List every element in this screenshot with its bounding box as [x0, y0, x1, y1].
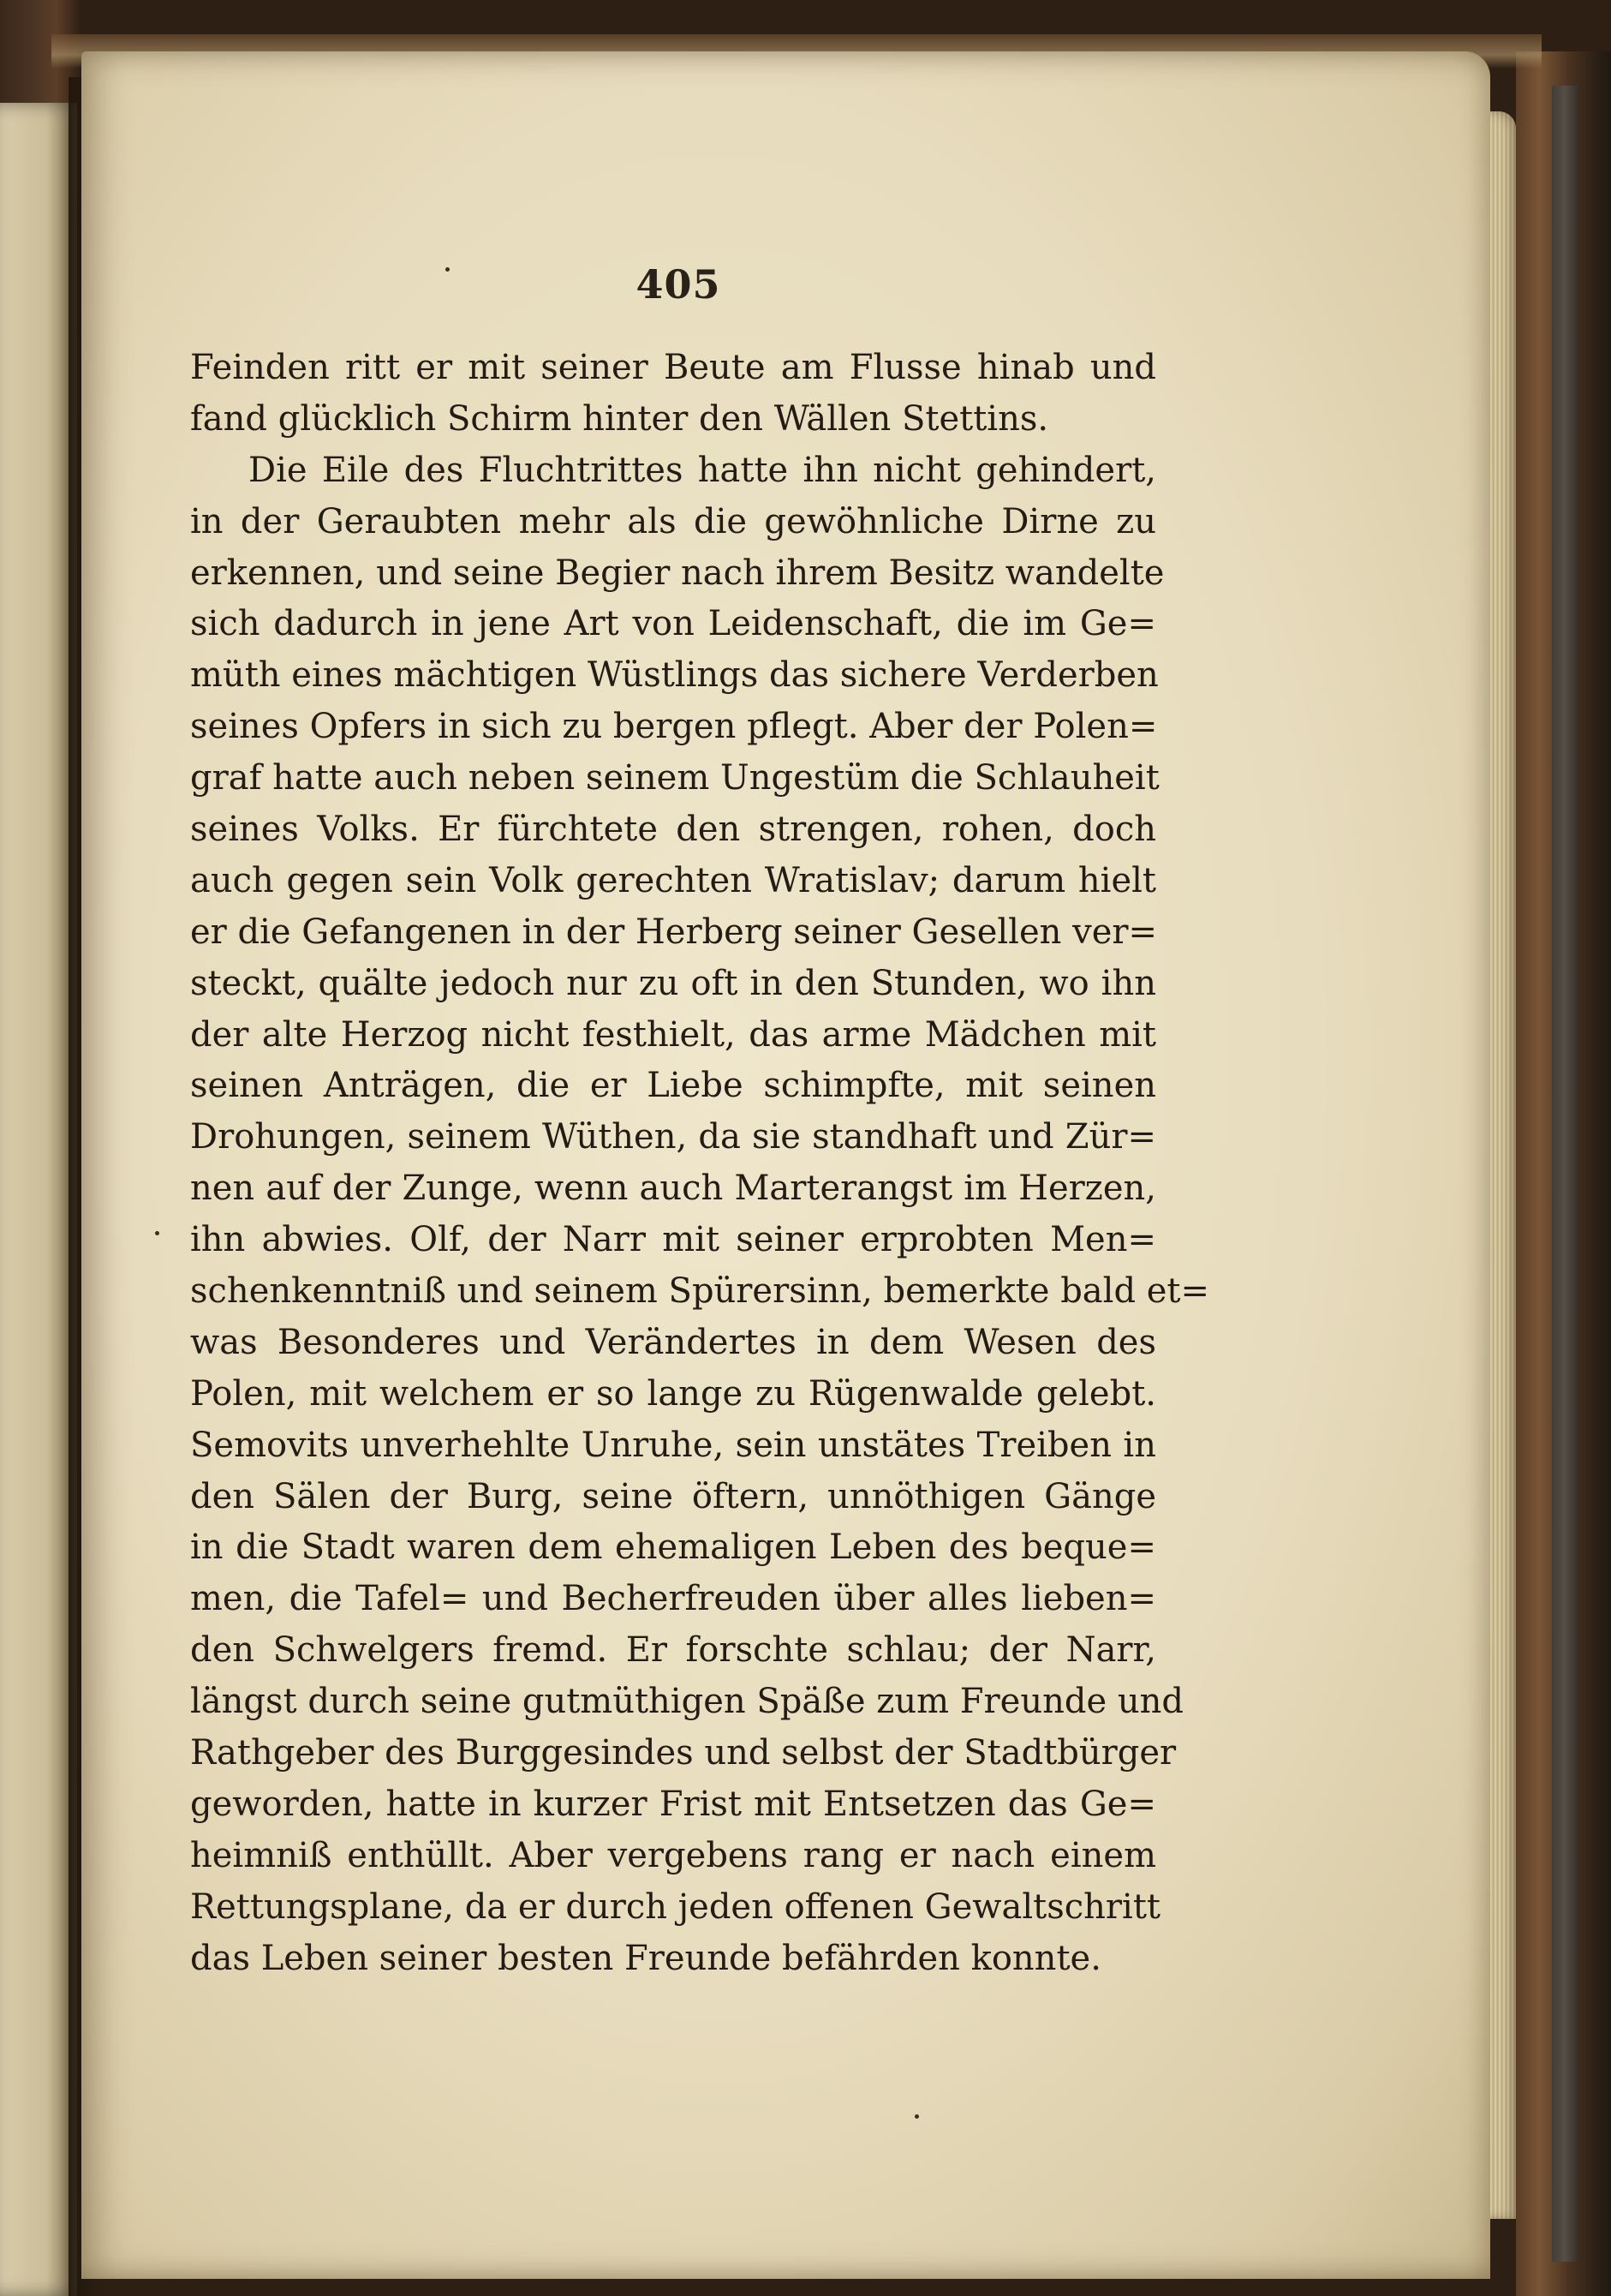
- text-line: steckt, quälte jedoch nur zu oft in den Stunden, wo ihn: [190, 963, 1156, 1003]
- ink-speck: [445, 267, 450, 272]
- text-line: er die Gefangenen in der Herberg seiner Gesellen ver=: [190, 912, 1158, 952]
- text-line: fand glücklich Schirm hinter den Wällen Stettins.: [190, 398, 1049, 439]
- text-line: in die Stadt waren dem ehemaligen Leben des beque=: [190, 1528, 1156, 1568]
- text-line: schenkenntniß und seinem Spürersinn, bemerkte bald et=: [190, 1271, 1210, 1312]
- text-line: Drohungen, seinem Wüthen, da sie standhaft und Zür=: [190, 1117, 1156, 1157]
- previous-page-edge: [0, 103, 77, 2296]
- text-line: den Schwelgers fremd. Er forschte schlau; der Narr,: [190, 1630, 1156, 1671]
- cover-spine-strip: [1552, 86, 1578, 2262]
- text-line: Feinden ritt er mit seiner Beute am Flusse hinab und: [190, 348, 1156, 387]
- text-line: Rathgeber des Burggesindes und selbst der Stadtbürger: [190, 1733, 1177, 1773]
- ink-speck: [155, 1231, 159, 1235]
- text-line: Semovits unverhehlte Unruhe, sein unstätes Treiben in: [190, 1425, 1156, 1465]
- text-line: das Leben seiner besten Freunde befährden konnte.: [190, 1938, 1101, 1978]
- text-line: erkennen, und seine Begier nach ihrem Besitz wandelte: [190, 553, 1165, 593]
- page-number: 405: [635, 261, 721, 308]
- text-line: auch gegen sein Volk gerechten Wratislav; darum hielt: [190, 860, 1156, 900]
- text-line: der alte Herzog nicht festhielt, das arme Mädchen mit: [190, 1014, 1156, 1055]
- text-line: men, die Tafel= und Becherfreuden über alles lieben=: [190, 1579, 1156, 1619]
- text-line: graf hatte auch neben seinem Ungestüm die Schlauheit: [190, 758, 1160, 798]
- text-line: Rettungsplane, da er durch jeden offenen Gewaltschritt: [190, 1886, 1161, 1927]
- text-line: seinen Anträgen, die er Liebe schimpfte, mit seinen: [190, 1066, 1156, 1106]
- text-line: längst durch seine gutmüthigen Späße zum Freunde und: [190, 1682, 1184, 1722]
- ink-speck: [915, 2114, 919, 2119]
- text-line: heimniß enthüllt. Aber vergebens rang er nach einem: [190, 1835, 1156, 1875]
- text-line: was Besonderes und Verändertes in dem Wesen des: [190, 1322, 1156, 1362]
- text-line: nen auf der Zunge, wenn auch Marterangst im Herzen,: [190, 1169, 1156, 1209]
- text-line: den Sälen der Burg, seine öftern, unnöthigen Gänge: [190, 1476, 1156, 1516]
- text-line: seines Volks. Er fürchtete den strengen, rohen, doch: [190, 810, 1156, 850]
- text-line: geworden, hatte in kurzer Frist mit Entsetzen das Ge=: [190, 1784, 1156, 1824]
- text-line: Polen, mit welchem er so lange zu Rügenwalde gelebt.: [190, 1373, 1156, 1414]
- text-line: müth eines mächtigen Wüstlings das sichere Verderben: [190, 655, 1159, 696]
- page-body-text: [190, 343, 1210, 1985]
- text-line: ihn abwies. Olf, der Narr mit seiner erprobten Men=: [190, 1220, 1156, 1260]
- text-line: in der Geraubten mehr als die gewöhnliche Dirne zu: [190, 501, 1156, 541]
- text-line: Die Eile des Fluchtrittes hatte ihn nicht gehindert,: [248, 450, 1156, 490]
- text-line: sich dadurch in jene Art von Leidenschaft, die im Ge=: [190, 604, 1156, 644]
- text-line: seines Opfers in sich zu bergen pflegt. Aber der Polen=: [190, 707, 1158, 747]
